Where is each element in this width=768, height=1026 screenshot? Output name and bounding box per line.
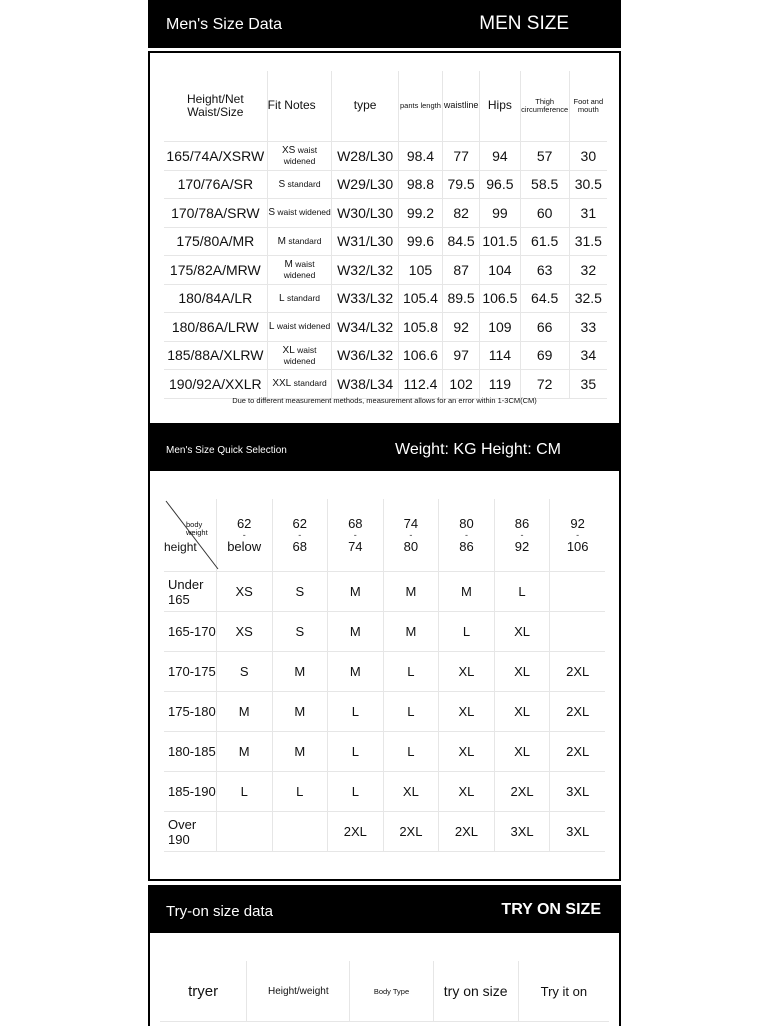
- size-recommendation-cell: L: [328, 732, 384, 772]
- foot-cell: 33: [569, 313, 607, 342]
- quick-selection-table: [164, 499, 605, 852]
- waist-cell: 87: [443, 256, 480, 285]
- thigh-cell: 69: [520, 341, 569, 370]
- size-recommendation-cell: 2XL: [328, 812, 384, 852]
- fit-code: XS: [281, 145, 296, 157]
- pants-cell: 98.4: [398, 142, 442, 171]
- size-recommendation-cell: M: [328, 652, 384, 692]
- col-header-height-weight: Height/weight: [247, 961, 350, 1022]
- col-header-hips: Hips: [480, 71, 521, 142]
- size-recommendation-cell: 2XL: [550, 692, 605, 732]
- fit-note-cell: [267, 341, 332, 370]
- size-recommendation-cell: 3XL: [550, 812, 605, 852]
- size-recommendation-cell: M: [216, 732, 272, 772]
- size-recommendation-cell: L: [216, 772, 272, 812]
- size-data-table: [164, 71, 607, 399]
- weight-col-header: [272, 499, 327, 572]
- height-range-cell: 185-190: [164, 772, 216, 812]
- size-data-row: [164, 227, 607, 256]
- height-range-cell: Over 190: [164, 812, 216, 852]
- foot-cell: 30.5: [569, 170, 607, 199]
- fit-note: standard: [288, 235, 322, 246]
- fit-note-cell: [267, 142, 332, 171]
- size-recommendation-cell: XL: [494, 612, 550, 652]
- fit-code: S: [278, 178, 286, 190]
- foot-cell: 30: [569, 142, 607, 171]
- size-recommendation-cell: 2XL: [383, 812, 439, 852]
- foot-cell: 31: [569, 199, 607, 228]
- size-data-header-row: [164, 71, 607, 142]
- weight-top: 86: [514, 515, 530, 531]
- thigh-cell: 72: [520, 370, 569, 399]
- weight-dash: -: [298, 529, 302, 540]
- size-cell: 175/82A/MRW: [164, 256, 267, 285]
- col-header-fit: Fit Notes: [267, 71, 332, 142]
- height-label: height: [164, 540, 197, 554]
- size-recommendation-cell: L: [494, 572, 550, 612]
- hips-cell: 96.5: [480, 170, 521, 199]
- size-data-body: [164, 142, 607, 399]
- weight-col-header: [216, 499, 272, 572]
- hips-cell: 99: [480, 199, 521, 228]
- foot-cell: 35: [569, 370, 607, 399]
- size-recommendation-cell: XL: [494, 692, 550, 732]
- height-range-cell: 175-180: [164, 692, 216, 732]
- height-row: [164, 572, 605, 612]
- waist-cell: 102: [443, 370, 480, 399]
- height-row: [164, 692, 605, 732]
- col-header-tryer: tryer: [160, 961, 247, 1022]
- size-recommendation-cell: M: [272, 732, 327, 772]
- type-cell: W31/L30: [332, 227, 398, 256]
- weight-top: 62: [236, 515, 252, 531]
- height-row: [164, 652, 605, 692]
- thigh-cell: 57: [520, 142, 569, 171]
- size-recommendation-cell: L: [328, 692, 384, 732]
- hips-cell: 101.5: [480, 227, 521, 256]
- fit-note: standard: [286, 292, 321, 303]
- type-cell: W32/L32: [332, 256, 398, 285]
- size-cell: 170/76A/SR: [164, 170, 267, 199]
- size-data-row: [164, 170, 607, 199]
- fit-code: XXL: [272, 378, 292, 390]
- size-recommendation-cell: [272, 812, 327, 852]
- size-recommendation-cell: M: [272, 652, 327, 692]
- col-header-type: type: [332, 71, 398, 142]
- waist-cell: 92: [443, 313, 480, 342]
- fit-note-cell: [267, 370, 332, 399]
- weight-dash: -: [520, 529, 524, 540]
- waist-cell: 97: [443, 341, 480, 370]
- col-header-pants-length: pants length: [398, 71, 442, 142]
- foot-cell: 32.5: [569, 284, 607, 313]
- weight-dash: -: [242, 529, 246, 540]
- fit-code: S: [268, 207, 275, 219]
- pants-cell: 105.4: [398, 284, 442, 313]
- pants-cell: 105.8: [398, 313, 442, 342]
- fit-note: waist widened: [283, 145, 318, 167]
- col-header-thigh: Thigh circumference: [520, 71, 569, 142]
- size-recommendation-cell: L: [383, 692, 439, 732]
- hips-cell: 119: [480, 370, 521, 399]
- size-data-row: [164, 199, 607, 228]
- size-chart-sheet: [148, 0, 621, 1024]
- thigh-cell: 60: [520, 199, 569, 228]
- fit-note-cell: [267, 170, 332, 199]
- fit-note-cell: [267, 313, 332, 342]
- height-range-cell: 170-175: [164, 652, 216, 692]
- type-cell: W29/L30: [332, 170, 398, 199]
- weight-bottom: 80: [403, 538, 419, 554]
- size-recommendation-cell: 3XL: [494, 812, 550, 852]
- waist-cell: 84.5: [443, 227, 480, 256]
- waist-cell: 79.5: [443, 170, 480, 199]
- foot-cell: 34: [569, 341, 607, 370]
- size-cell: 180/86A/LRW: [164, 313, 267, 342]
- type-cell: W33/L32: [332, 284, 398, 313]
- quick-selection-body: [164, 499, 605, 852]
- weight-top: 92: [570, 515, 585, 531]
- size-recommendation-cell: 2XL: [550, 732, 605, 772]
- type-cell: W34/L32: [332, 313, 398, 342]
- thigh-cell: 66: [520, 313, 569, 342]
- size-cell: 180/84A/LR: [164, 284, 267, 313]
- size-recommendation-cell: L: [272, 772, 327, 812]
- try-on-title: Try-on size data: [166, 903, 273, 920]
- pants-cell: 106.6: [398, 341, 442, 370]
- size-recommendation-cell: S: [272, 572, 327, 612]
- waist-cell: 77: [443, 142, 480, 171]
- height-row: [164, 812, 605, 852]
- measurement-note: Due to different measurement methods, measurement allows for an error within 1-3CM(CM): [232, 396, 537, 405]
- height-row: [164, 772, 605, 812]
- size-recommendation-cell: 3XL: [550, 772, 605, 812]
- try-on-label: TRY ON SIZE: [501, 901, 601, 918]
- size-data-panel: [148, 51, 621, 425]
- weight-header-row: [164, 499, 605, 572]
- men-size-header-bar: [148, 0, 621, 48]
- hips-cell: 114: [480, 341, 521, 370]
- waist-cell: 82: [443, 199, 480, 228]
- hips-cell: 94: [480, 142, 521, 171]
- type-cell: W28/L30: [332, 142, 398, 171]
- fit-note: waist widened: [283, 259, 316, 281]
- size-recommendation-cell: M: [272, 692, 327, 732]
- type-cell: W30/L30: [332, 199, 398, 228]
- fit-code: XL: [282, 344, 295, 356]
- thigh-cell: 63: [520, 256, 569, 285]
- col-header-foot: Foot and mouth: [569, 71, 607, 142]
- size-recommendation-cell: M: [383, 572, 439, 612]
- pants-cell: 99.2: [398, 199, 442, 228]
- size-recommendation-cell: [550, 572, 605, 612]
- hips-cell: 106.5: [480, 284, 521, 313]
- size-recommendation-cell: XL: [439, 652, 495, 692]
- hips-cell: 104: [480, 256, 521, 285]
- weight-col-header: [550, 499, 605, 572]
- fit-note: waist widened: [283, 344, 317, 366]
- height-row: [164, 732, 605, 772]
- fit-note: waist widened: [277, 207, 331, 218]
- thigh-cell: 58.5: [520, 170, 569, 199]
- size-data-row: [164, 142, 607, 171]
- height-range-cell: 180-185: [164, 732, 216, 772]
- pants-cell: 99.6: [398, 227, 442, 256]
- size-data-row: [164, 284, 607, 313]
- weight-bottom: below: [227, 538, 262, 554]
- size-recommendation-cell: L: [383, 732, 439, 772]
- weight-top: 80: [459, 515, 474, 531]
- thigh-cell: 61.5: [520, 227, 569, 256]
- size-recommendation-cell: M: [383, 612, 439, 652]
- size-recommendation-cell: XL: [494, 732, 550, 772]
- fit-code: M: [277, 235, 286, 247]
- fit-note-cell: [267, 256, 332, 285]
- size-recommendation-cell: 2XL: [494, 772, 550, 812]
- weight-bottom: 86: [459, 538, 474, 554]
- size-recommendation-cell: M: [328, 572, 384, 612]
- weight-top: 68: [348, 515, 363, 531]
- weight-dash: -: [409, 529, 413, 540]
- fit-code: L: [279, 292, 285, 304]
- size-recommendation-cell: S: [216, 652, 272, 692]
- weight-top: 62: [292, 515, 308, 531]
- fit-note-cell: [267, 284, 332, 313]
- height-row: [164, 612, 605, 652]
- size-recommendation-cell: 2XL: [550, 652, 605, 692]
- size-recommendation-cell: XL: [439, 772, 495, 812]
- col-header-try-it-on: Try it on: [518, 961, 609, 1022]
- weight-col-header: [439, 499, 495, 572]
- hips-cell: 109: [480, 313, 521, 342]
- size-recommendation-cell: L: [439, 612, 495, 652]
- body-weight-label: body weight: [186, 520, 208, 537]
- weight-col-header: [494, 499, 550, 572]
- quick-selection-header-bar: [148, 424, 621, 471]
- size-data-row: [164, 256, 607, 285]
- size-cell: 175/80A/MR: [164, 227, 267, 256]
- col-header-body-type: Body Type: [350, 961, 433, 1022]
- height-range-cell: 165-170: [164, 612, 216, 652]
- size-recommendation-cell: L: [328, 772, 384, 812]
- size-recommendation-cell: S: [272, 612, 327, 652]
- size-recommendation-cell: XL: [494, 652, 550, 692]
- thigh-cell: 64.5: [520, 284, 569, 313]
- pants-cell: 98.8: [398, 170, 442, 199]
- size-recommendation-cell: M: [328, 612, 384, 652]
- pants-cell: 112.4: [398, 370, 442, 399]
- size-recommendation-cell: [550, 612, 605, 652]
- weight-bottom: 68: [292, 538, 308, 554]
- diagonal-corner-cell: [164, 499, 216, 572]
- size-cell: 185/88A/XLRW: [164, 341, 267, 370]
- size-data-row: [164, 313, 607, 342]
- weight-bottom: 92: [514, 538, 530, 554]
- fit-note: standard: [293, 378, 327, 389]
- col-header-waistline: waistline: [443, 71, 480, 142]
- try-on-header-row: [160, 961, 609, 1022]
- size-recommendation-cell: XL: [383, 772, 439, 812]
- fit-note: standard: [287, 178, 321, 189]
- type-cell: W38/L34: [332, 370, 398, 399]
- weight-dash: -: [353, 529, 357, 540]
- size-data-row: [164, 370, 607, 399]
- size-recommendation-cell: [216, 812, 272, 852]
- foot-cell: 31.5: [569, 227, 607, 256]
- men-size-label: MEN SIZE: [479, 13, 569, 34]
- fit-note: waist widened: [276, 321, 331, 332]
- size-recommendation-cell: XL: [439, 692, 495, 732]
- unit-label: Weight: KG Height: CM: [395, 441, 561, 458]
- type-cell: W36/L32: [332, 341, 398, 370]
- size-recommendation-cell: L: [383, 652, 439, 692]
- weight-top: 74: [403, 515, 419, 531]
- try-on-header-bar: [148, 885, 621, 933]
- size-recommendation-cell: M: [439, 572, 495, 612]
- try-on-panel: [148, 933, 621, 1026]
- men-size-data-title: Men's Size Data: [166, 16, 282, 33]
- weight-dash: -: [464, 529, 468, 540]
- try-on-table: [160, 961, 609, 1022]
- size-recommendation-cell: XS: [216, 572, 272, 612]
- quick-selection-title: Men's Size Quick Selection: [166, 445, 287, 456]
- fit-note-cell: [267, 199, 332, 228]
- quick-selection-panel: [148, 471, 621, 881]
- foot-cell: 32: [569, 256, 607, 285]
- fit-code: L: [268, 321, 275, 333]
- size-recommendation-cell: XS: [216, 612, 272, 652]
- size-data-row: [164, 341, 607, 370]
- weight-col-header: [328, 499, 384, 572]
- size-cell: 165/74A/XSRW: [164, 142, 267, 171]
- weight-dash: -: [576, 529, 580, 540]
- fit-code: M: [284, 259, 293, 271]
- pants-cell: 105: [398, 256, 442, 285]
- waist-cell: 89.5: [443, 284, 480, 313]
- fit-note-cell: [267, 227, 332, 256]
- weight-bottom: 74: [348, 538, 363, 554]
- col-header-try-on-size: try on size: [433, 961, 518, 1022]
- size-recommendation-cell: M: [216, 692, 272, 732]
- size-recommendation-cell: XL: [439, 732, 495, 772]
- size-recommendation-cell: 2XL: [439, 812, 495, 852]
- weight-bottom: 106: [566, 538, 589, 554]
- size-cell: 190/92A/XXLR: [164, 370, 267, 399]
- weight-col-header: [383, 499, 439, 572]
- col-header-size: Height/Net Waist/Size: [164, 71, 267, 142]
- size-cell: 170/78A/SRW: [164, 199, 267, 228]
- height-range-cell: Under 165: [164, 572, 216, 612]
